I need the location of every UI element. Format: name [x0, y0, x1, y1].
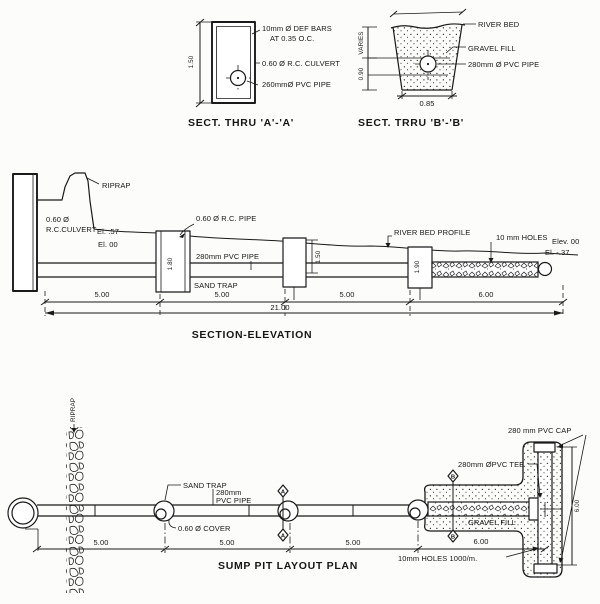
plan-riprap-label: RIPRAP — [70, 397, 77, 422]
elev-total-dim-label: 21.00 — [270, 303, 290, 312]
marker-a-letter-top: A — [280, 489, 286, 496]
elev-dim4-label: 6.00 — [478, 290, 494, 299]
plan-gravel-fill-label: GRAVEL FILL — [468, 518, 516, 527]
aa-culvert-label: 0.60 Ø R.C. CULVERT — [262, 59, 340, 68]
section-elevation-title: SECTION-ELEVATION — [191, 329, 313, 341]
elev-el-top-label: El. .57 — [97, 227, 119, 236]
elev-right-bot-label: El. -.37 — [545, 248, 570, 257]
elev-dim2-label: 5.00 — [214, 290, 230, 299]
sand-trap-2-elevation — [283, 238, 306, 287]
plan-sand-trap-label: SAND TRAP — [183, 481, 227, 490]
elev-culvert-label-1: 0.60 Ø — [46, 215, 70, 224]
elev-dim3-label: 5.00 — [339, 290, 355, 299]
trap1-depth-label: 1.80 — [167, 257, 174, 271]
elev-riprap-label: RIPRAP — [102, 181, 131, 190]
elev-sand-trap-label: SAND TRAP — [194, 281, 238, 290]
pvc-cap-bottom — [534, 564, 557, 573]
bb-gravel-fill-label: GRAVEL FILL — [468, 44, 516, 53]
trap3-depth-label: 1.90 — [414, 260, 421, 274]
plan-pipe-label-1: 280mm — [216, 488, 242, 497]
aa-pvc-pipe-label: 260mmØ PVC PIPE — [262, 80, 332, 89]
marker-b-letter-bottom: B — [450, 534, 456, 541]
section-aa-title: SECT. THRU 'A'-'A' — [188, 117, 295, 129]
plan-dim4-label: 6.00 — [473, 537, 489, 546]
bb-pvc-pipe-label: 280mm Ø PVC PIPE — [468, 60, 540, 69]
marker-b-letter-top: B — [450, 474, 456, 481]
marker-a-letter-bottom: A — [280, 533, 286, 540]
plan-dim3-label: 5.00 — [345, 538, 361, 547]
elev-holes-label: 10 mm HOLES — [496, 233, 548, 242]
plan-pvc-cap-label: 280 mm PVC CAP — [508, 426, 572, 435]
plan-dim2-label: 5.00 — [219, 538, 235, 547]
plan-side-dim-label: 6.00 — [574, 499, 581, 513]
pvc-cap-top — [534, 443, 555, 452]
culvert-box-outline — [212, 22, 255, 103]
elev-river-bed-profile-label: RIVER BED PROFILE — [394, 228, 471, 237]
trap2-depth-label: 1.50 — [315, 250, 322, 264]
elev-pvc-pipe-label: 280mm PVC PIPE — [196, 252, 260, 261]
bb-river-bed-label: RIVER BED — [478, 20, 520, 29]
plan-dim1-label: 5.00 — [93, 538, 109, 547]
riprap-band-plan — [66, 427, 84, 593]
plan-pipe-label-2: PVC PIPE — [216, 496, 252, 505]
plan-holes-label: 10mm HOLES 1000/m. — [398, 554, 478, 563]
elev-el-zero-label: El. 00 — [98, 240, 118, 249]
section-bb-title: SECT. TRRU 'B'-'B' — [358, 117, 465, 129]
elev-right-top-label: Elev. 00 — [552, 237, 580, 246]
headwall — [13, 174, 37, 291]
plan-pvc-tee-label: 280mm ØPVC TEE — [458, 460, 525, 469]
elev-dim1-label: 5.00 — [94, 290, 110, 299]
bb-width-dim-label: 0.85 — [419, 99, 435, 108]
pipe-end-cap-elevation — [539, 263, 552, 276]
plan-cover-label: 0.60 Ø COVER — [178, 524, 231, 533]
elev-rc-pipe-label: 0.60 Ø R.C. PIPE — [196, 214, 257, 223]
aa-def-bars-label-2: AT 0.35 O.C. — [270, 34, 315, 43]
aa-def-bars-label-1: 10mm Ø DEF BARS — [262, 24, 332, 33]
sump-pit-plan-title: SUMP PIT LAYOUT PLAN — [217, 560, 359, 572]
elev-culvert-label-2: R.C.CULVERT — [46, 225, 97, 234]
aa-height-dim-label: 1.50 — [188, 55, 195, 69]
bb-depth-dim-label: 0.90 — [358, 67, 365, 81]
bb-varies-dim-label: VARIES — [358, 31, 365, 55]
